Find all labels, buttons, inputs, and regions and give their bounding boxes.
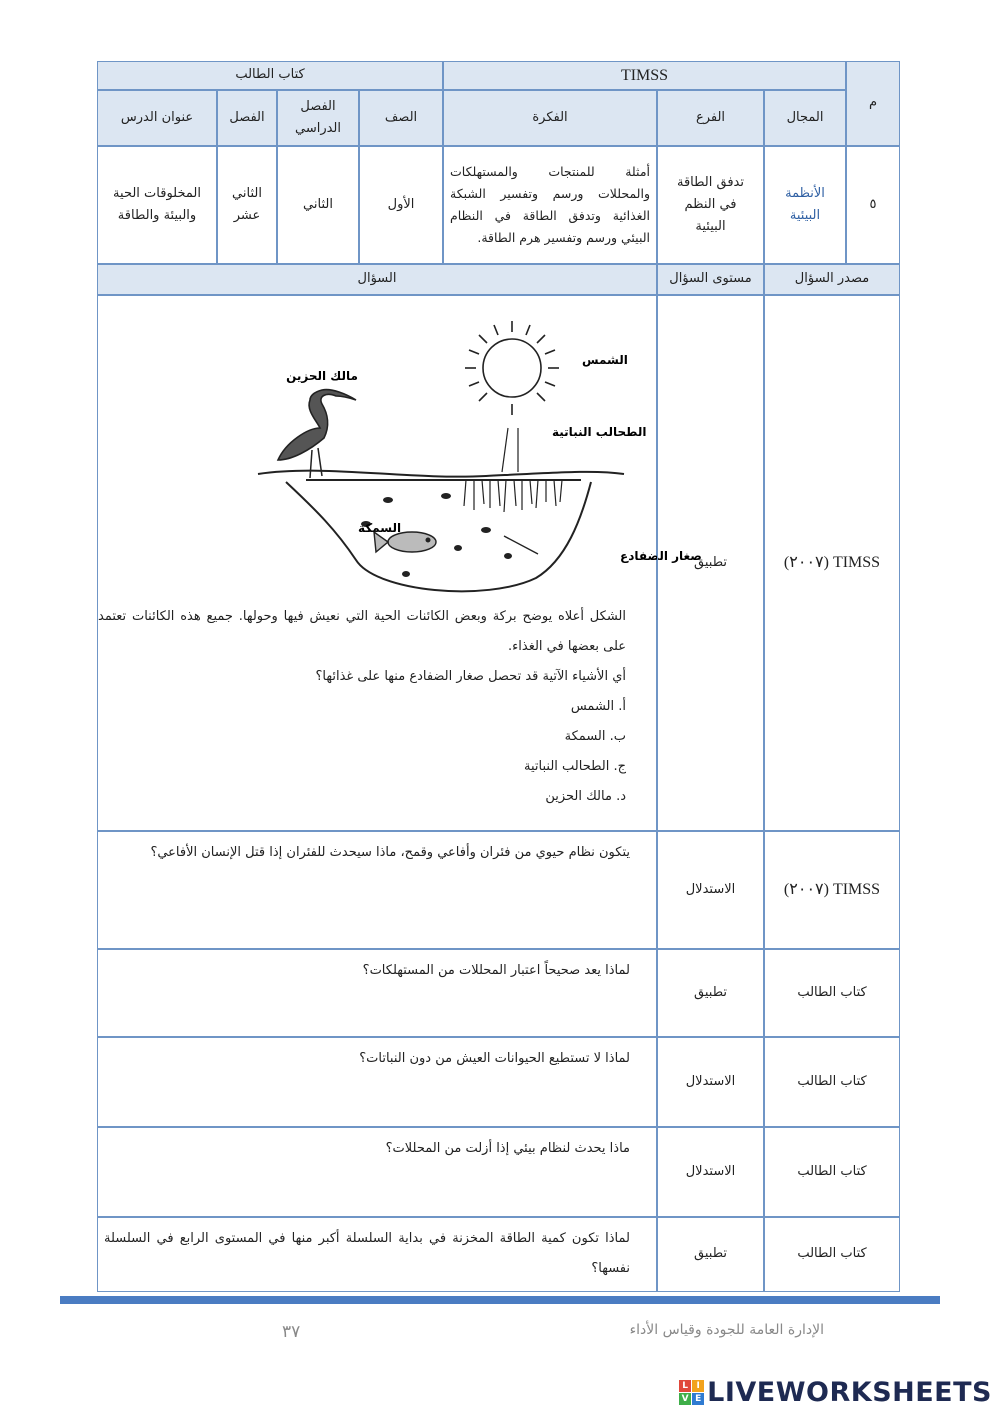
heron-icon [278, 390, 356, 478]
liveworksheets-logo-icon: L I V E [679, 1380, 704, 1405]
question-1-option-b[interactable]: ب. السمكة [564, 729, 626, 744]
question-3-source: كتاب الطالب [764, 949, 900, 1037]
pond-diagram [246, 310, 702, 606]
chapter-value: الثاني عشر [217, 146, 277, 264]
num-value: ٥ [846, 146, 900, 264]
liveworksheets-watermark [679, 1374, 992, 1410]
question-2-level: الاستدلال [657, 831, 764, 949]
question-4-level: الاستدلال [657, 1037, 764, 1127]
lesson-title-value: المخلوقات الحية والبيئة والطاقة [97, 146, 217, 264]
question-1-option-a[interactable]: أ. الشمس [570, 699, 626, 714]
label-tadpoles: صغار الضفادع [620, 549, 702, 563]
tadpole-icons [361, 493, 512, 577]
question-2-text: يتكون نظام حيوي من فئران وأفاعي وقمح، ماذا سيحدث للفئران إذا قتل الإنسان الأفاعي؟ [97, 831, 657, 949]
header-domain: المجال [764, 90, 846, 146]
question-2-source: TIMSS (٢٠٠٧) [764, 831, 900, 949]
label-sun: الشمس [582, 353, 628, 367]
question-1-prompt: أي الأشياء الآتية قد تحصل صغار الضفادع منها على غذائها؟ [315, 669, 626, 684]
question-1-text: الشكل أعلاه يوضح بركة وبعض الكائنات الحية التي نعيش فيها وحولها. جميع هذه الكائنات تعتمد على بعضها في الغذاء. [98, 609, 626, 654]
question-table [97, 61, 900, 1292]
header-idea: الفكرة [443, 90, 657, 146]
algae-icon [464, 428, 562, 512]
label-fish: السمكة [358, 521, 402, 535]
footer-org: الإدارة العامة للجودة وقياس الأداء [629, 1322, 824, 1338]
question-1-option-d[interactable]: د. مالك الحزين [545, 789, 626, 804]
branch-value: تدفق الطاقة في النظم البيئية [657, 146, 764, 264]
header-level: مستوى السؤال [657, 264, 764, 295]
domain-value: الأنظمة البيئية [764, 146, 846, 264]
grade-value: الأول [359, 146, 443, 264]
question-6-text: لماذا تكون كمية الطاقة المخزنة في بداية السلسلة أكبر منها في المستوى الرابع في السلسلة نفسها؟ [97, 1217, 657, 1292]
header-source: مصدر السؤال [764, 264, 900, 295]
question-1-level: تطبيق [657, 295, 764, 831]
liveworksheets-text: LIVEWORKSHEETS [707, 1376, 992, 1408]
header-student-book: كتاب الطالب [97, 61, 443, 90]
header-lesson-title: عنوان الدرس [97, 90, 217, 146]
question-1-cell [97, 295, 702, 831]
question-3-text: لماذا يعد صحيحاً اعتبار المحللات من المستهلكات؟ [97, 949, 657, 1037]
footer-bar [60, 1296, 940, 1304]
header-num: م [846, 61, 900, 146]
question-1-source: TIMSS (٢٠٠٧) [764, 295, 900, 831]
idea-value: أمثلة للمنتجات والمستهلكات والمحللات ورسم وتفسير الشبكة الغذائية وتدفق الطاقة في النظام البيئي ورسم وتفسير هرم الطاقة. [443, 146, 657, 264]
header-grade: الصف [359, 90, 443, 146]
question-3-level: تطبيق [657, 949, 764, 1037]
header-chapter: الفصل [217, 90, 277, 146]
header-question: السؤال [97, 264, 657, 295]
question-1-text-block [98, 602, 652, 812]
semester-value: الثاني [277, 146, 359, 264]
question-1-option-c[interactable]: ج. الطحالب النباتية [524, 759, 626, 774]
header-semester: الفصل الدراسي [277, 90, 359, 146]
question-4-text: لماذا لا تستطيع الحيوانات العيش من دون النباتات؟ [97, 1037, 657, 1127]
label-heron: مالك الحزين [286, 369, 358, 383]
question-5-source: كتاب الطالب [764, 1127, 900, 1217]
sun-icon [465, 321, 559, 415]
header-timss: TIMSS [443, 61, 846, 90]
pond-outline [258, 471, 624, 477]
fish-icon [374, 532, 436, 552]
question-6-source: كتاب الطالب [764, 1217, 900, 1292]
question-5-text: ماذا يحدث لنظام بيئي إذا أزلت من المحللات؟ [97, 1127, 657, 1217]
header-branch: الفرع [657, 90, 764, 146]
question-4-source: كتاب الطالب [764, 1037, 900, 1127]
label-algae: الطحالب النباتية [552, 425, 647, 439]
question-6-level: تطبيق [657, 1217, 764, 1292]
question-5-level: الاستدلال [657, 1127, 764, 1217]
page-number: ٣٧ [282, 1322, 301, 1342]
